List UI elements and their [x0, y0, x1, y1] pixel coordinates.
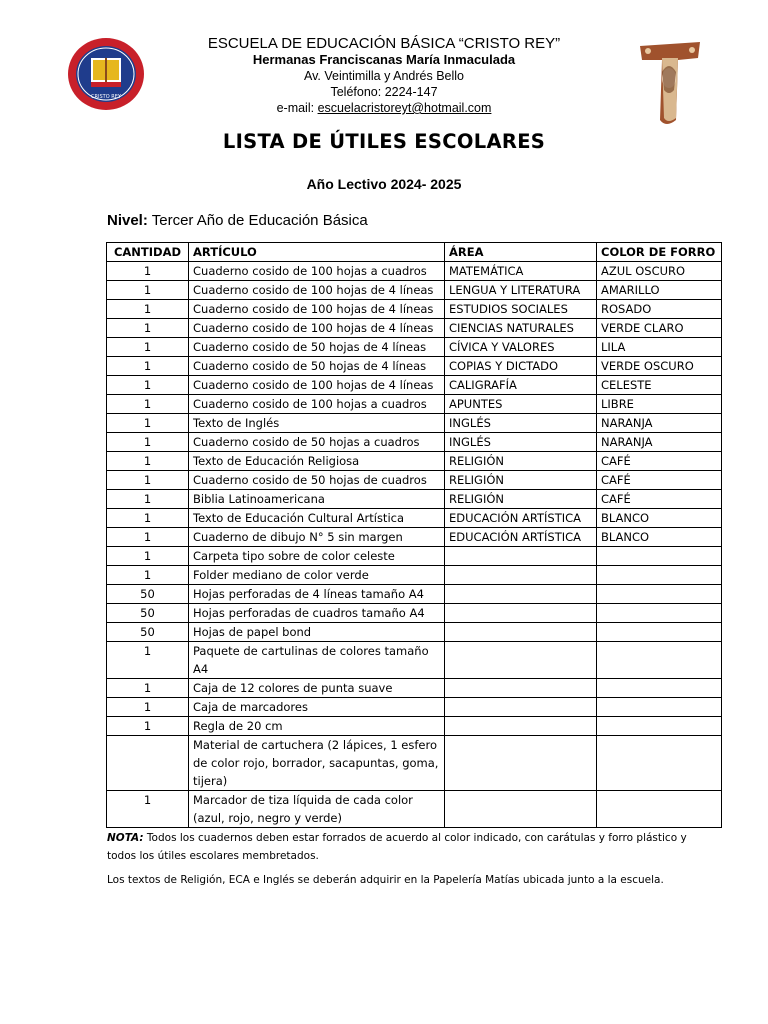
table-header-row	[107, 243, 722, 262]
table-row	[107, 490, 722, 509]
cell-cover-color	[597, 547, 722, 566]
table-row	[107, 585, 722, 604]
school-address: Av. Veintimilla y Andrés Bello	[303, 69, 465, 83]
cell-cover-color: VERDE OSCURO	[597, 357, 722, 376]
cell-area: MATEMÁTICA	[445, 262, 597, 281]
cell-quantity: 1	[107, 376, 189, 395]
table-body	[107, 262, 722, 828]
table-row	[107, 547, 722, 566]
cell-article: Regla de 20 cm	[189, 717, 445, 736]
cell-cover-color: CAFÉ	[597, 490, 722, 509]
table-row	[107, 433, 722, 452]
document-title: LISTA DE ÚTILES ESCOLARES	[222, 130, 546, 153]
table-row	[107, 642, 722, 679]
cell-quantity: 1	[107, 528, 189, 547]
cell-quantity: 1	[107, 338, 189, 357]
cell-cover-color: VERDE CLARO	[597, 319, 722, 338]
cell-area	[445, 717, 597, 736]
tau-cross-logo	[636, 38, 704, 128]
cell-cover-color: BLANCO	[597, 528, 722, 547]
school-seal-icon	[66, 36, 146, 112]
cell-article: Folder mediano de color verde	[189, 566, 445, 585]
cell-article: Caja de marcadores	[189, 698, 445, 717]
table-row	[107, 452, 722, 471]
cell-quantity: 1	[107, 698, 189, 717]
school-seal-logo	[66, 36, 146, 112]
table-row	[107, 604, 722, 623]
cell-area: CALIGRAFÍA	[445, 376, 597, 395]
cell-article: Cuaderno de dibujo N° 5 sin margen	[189, 528, 445, 547]
cell-area: INGLÉS	[445, 414, 597, 433]
cell-article: Texto de Educación Religiosa	[189, 452, 445, 471]
header-article: ARTÍCULO	[189, 243, 445, 262]
cell-article: Cuaderno cosido de 100 hojas de 4 líneas	[189, 376, 445, 395]
cell-cover-color	[597, 717, 722, 736]
note-text: Todos los cuadernos deben estar forrados de acuerdo al color indicado, con carátulas y forro plástico y todos los útiles escolares membretados.	[107, 832, 687, 862]
table-row	[107, 528, 722, 547]
cell-area	[445, 623, 597, 642]
cell-cover-color: CAFÉ	[597, 471, 722, 490]
cell-area	[445, 585, 597, 604]
table-row	[107, 262, 722, 281]
table-row	[107, 791, 722, 828]
cell-area: RELIGIÓN	[445, 452, 597, 471]
cell-article: Cuaderno cosido de 100 hojas de 4 líneas	[189, 319, 445, 338]
cell-article: Cuaderno cosido de 50 hojas de 4 líneas	[189, 357, 445, 376]
table-row	[107, 717, 722, 736]
email-prefix: e-mail:	[276, 101, 318, 115]
books-paragraph: Los textos de Religión, ECA e Inglés se deberán adquirir en la Papelería Matías ubicada junto a la escuela.	[107, 874, 664, 886]
cell-article: Cuaderno cosido de 50 hojas de cuadros	[189, 471, 445, 490]
cell-quantity: 1	[107, 471, 189, 490]
cell-quantity: 1	[107, 642, 189, 679]
cell-quantity: 1	[107, 547, 189, 566]
level-label: Nivel:	[107, 212, 148, 229]
cell-cover-color: ROSADO	[597, 300, 722, 319]
cell-cover-color: NARANJA	[597, 414, 722, 433]
cell-quantity: 1	[107, 414, 189, 433]
school-year: Año Lectivo 2024- 2025	[306, 176, 462, 192]
cell-cover-color	[597, 642, 722, 679]
cell-cover-color	[597, 585, 722, 604]
cell-area	[445, 642, 597, 679]
school-name: ESCUELA DE EDUCACIÓN BÁSICA “CRISTO REY”	[207, 35, 561, 52]
cell-article: Cuaderno cosido de 100 hojas a cuadros	[189, 262, 445, 281]
cell-article: Hojas de papel bond	[189, 623, 445, 642]
table-row	[107, 281, 722, 300]
cell-cover-color	[597, 566, 722, 585]
cell-quantity: 1	[107, 490, 189, 509]
cell-article: Cuaderno cosido de 50 hojas de 4 líneas	[189, 338, 445, 357]
cell-quantity: 1	[107, 395, 189, 414]
cell-cover-color	[597, 736, 722, 791]
cell-quantity: 50	[107, 623, 189, 642]
table-row	[107, 395, 722, 414]
cell-area: RELIGIÓN	[445, 490, 597, 509]
cell-quantity: 50	[107, 585, 189, 604]
cell-article: Marcador de tiza líquida de cada color (azul, rojo, negro y verde)	[189, 791, 445, 828]
cell-cover-color	[597, 604, 722, 623]
cell-cover-color	[597, 679, 722, 698]
cell-quantity: 1	[107, 319, 189, 338]
cell-area	[445, 604, 597, 623]
cell-quantity: 1	[107, 509, 189, 528]
header-area: ÁREA	[445, 243, 597, 262]
cell-cover-color	[597, 623, 722, 642]
cell-quantity: 1	[107, 433, 189, 452]
table-row	[107, 376, 722, 395]
header-quantity: CANTIDAD	[107, 243, 189, 262]
cell-article: Cuaderno cosido de 100 hojas a cuadros	[189, 395, 445, 414]
cell-article: Cuaderno cosido de 50 hojas a cuadros	[189, 433, 445, 452]
cell-quantity: 1	[107, 262, 189, 281]
cell-area: CIENCIAS NATURALES	[445, 319, 597, 338]
cell-area	[445, 791, 597, 828]
cell-quantity: 1	[107, 357, 189, 376]
cell-cover-color: LIBRE	[597, 395, 722, 414]
table-row	[107, 698, 722, 717]
email-link[interactable]: escuelacristoreyt@hotmail.com	[317, 101, 492, 115]
table-row	[107, 509, 722, 528]
tau-cross-icon	[636, 38, 704, 128]
cell-article: Biblia Latinoamericana	[189, 490, 445, 509]
congregation-name: Hermanas Franciscanas María Inmaculada	[252, 52, 516, 67]
table-row	[107, 300, 722, 319]
cell-area: EDUCACIÓN ARTÍSTICA	[445, 528, 597, 547]
cell-quantity: 1	[107, 300, 189, 319]
cell-area	[445, 679, 597, 698]
cell-cover-color: LILA	[597, 338, 722, 357]
cell-article: Texto de Inglés	[189, 414, 445, 433]
cell-area: COPIAS Y DICTADO	[445, 357, 597, 376]
school-phone: Teléfono: 2224-147	[330, 85, 438, 99]
cell-area: APUNTES	[445, 395, 597, 414]
cell-quantity: 1	[107, 679, 189, 698]
table-row	[107, 623, 722, 642]
cell-quantity: 1	[107, 717, 189, 736]
cell-article: Caja de 12 colores de punta suave	[189, 679, 445, 698]
cell-cover-color: CELESTE	[597, 376, 722, 395]
cell-area: INGLÉS	[445, 433, 597, 452]
grade-level	[107, 212, 368, 229]
cell-cover-color: CAFÉ	[597, 452, 722, 471]
table-row	[107, 319, 722, 338]
cell-quantity	[107, 736, 189, 791]
cell-cover-color: AZUL OSCURO	[597, 262, 722, 281]
school-email-line	[150, 100, 618, 116]
level-value: Tercer Año de Educación Básica	[147, 212, 368, 229]
cell-area	[445, 547, 597, 566]
note-label: NOTA:	[107, 832, 144, 844]
cell-area: LENGUA Y LITERATURA	[445, 281, 597, 300]
cell-quantity: 1	[107, 791, 189, 828]
cell-cover-color	[597, 698, 722, 717]
cell-quantity: 1	[107, 452, 189, 471]
cell-area: ESTUDIOS SOCIALES	[445, 300, 597, 319]
cell-article: Cuaderno cosido de 100 hojas de 4 líneas	[189, 300, 445, 319]
cell-article: Cuaderno cosido de 100 hojas de 4 líneas	[189, 281, 445, 300]
cell-area: CÍVICA Y VALORES	[445, 338, 597, 357]
cell-quantity: 1	[107, 281, 189, 300]
note-paragraph	[107, 829, 707, 865]
cell-article: Hojas perforadas de cuadros tamaño A4	[189, 604, 445, 623]
notes-section	[107, 829, 707, 895]
cell-area	[445, 566, 597, 585]
table-row	[107, 736, 722, 791]
table-row	[107, 414, 722, 433]
cell-area: EDUCACIÓN ARTÍSTICA	[445, 509, 597, 528]
cell-quantity: 1	[107, 566, 189, 585]
table-row	[107, 566, 722, 585]
cell-article: Paquete de cartulinas de colores tamaño A4	[189, 642, 445, 679]
cell-cover-color: NARANJA	[597, 433, 722, 452]
cell-article: Hojas perforadas de 4 líneas tamaño A4	[189, 585, 445, 604]
table-row	[107, 357, 722, 376]
cell-cover-color: BLANCO	[597, 509, 722, 528]
table-row	[107, 679, 722, 698]
school-header	[150, 36, 618, 116]
cell-quantity: 50	[107, 604, 189, 623]
table-row	[107, 338, 722, 357]
cell-area	[445, 698, 597, 717]
cell-article: Texto de Educación Cultural Artística	[189, 509, 445, 528]
cell-cover-color	[597, 791, 722, 828]
supplies-table	[106, 242, 722, 828]
seal-text: CRISTO REY	[91, 94, 121, 100]
cell-article: Material de cartuchera (2 lápices, 1 esfero de color rojo, borrador, sacapuntas, goma, tijera)	[189, 736, 445, 791]
table-row	[107, 471, 722, 490]
cell-area: RELIGIÓN	[445, 471, 597, 490]
cell-article: Carpeta tipo sobre de color celeste	[189, 547, 445, 566]
cell-area	[445, 736, 597, 791]
header-cover-color: COLOR DE FORRO	[597, 243, 722, 262]
cell-cover-color: AMARILLO	[597, 281, 722, 300]
